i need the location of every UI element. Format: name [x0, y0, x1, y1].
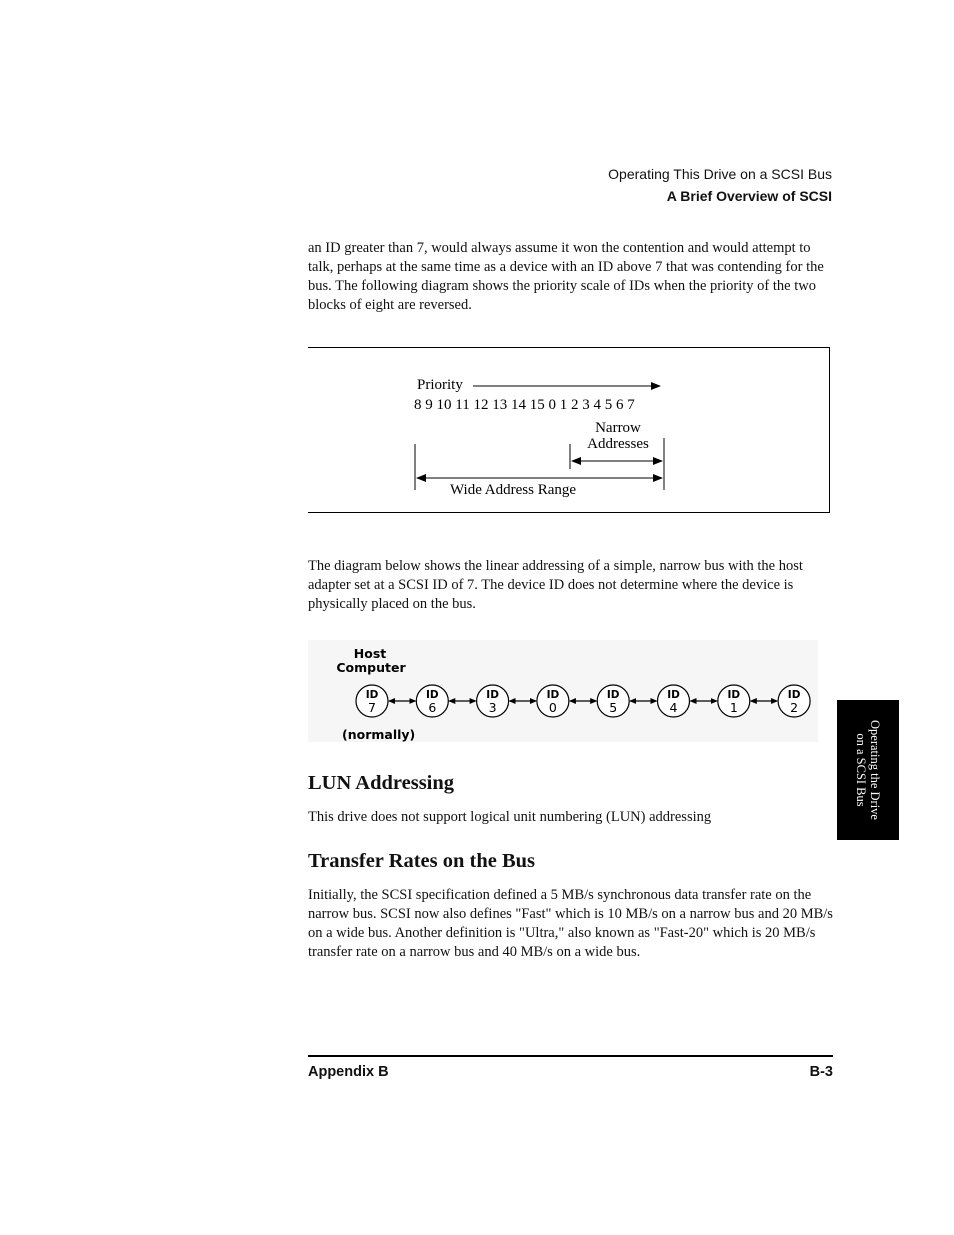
bus-diagram	[308, 640, 818, 742]
lun-heading: LUN Addressing	[308, 772, 455, 794]
transfer-heading: Transfer Rates on the Bus	[308, 850, 536, 872]
bus-device-id-number: 3	[488, 700, 497, 715]
bus-device-id-prefix: ID	[787, 689, 801, 701]
priority-label: Priority	[417, 377, 463, 393]
narrow-label-line1: Narrow	[595, 420, 641, 436]
bus-device-id-prefix: ID	[606, 689, 620, 701]
lun-paragraph: This drive does not support logical unit numbering (LUN) addressing	[308, 809, 712, 825]
bus-diagram-graphic	[308, 640, 818, 742]
bus-device-id-number: 2	[790, 700, 799, 715]
footer-rule	[308, 1055, 833, 1057]
bus-device-id-number: 0	[548, 700, 557, 715]
running-header-section: A Brief Overview of SCSI	[666, 188, 832, 204]
host-note: (normally)	[342, 727, 416, 742]
intro-paragraph: an ID greater than 7, would always assume it won the contention and would attempt to talk, perhaps at the same time as a device with an ID above 7 that was contending for the bus. The following diagram shows the priority scale of IDs when the priority of the two blocks of eight are reversed.	[308, 240, 824, 313]
priority-sequence: 8 9 10 11 12 13 14 15 0 1 2 3 4 5 6 7	[414, 397, 635, 413]
running-header-chapter: Operating This Drive on a SCSI Bus	[608, 166, 832, 182]
bus-device-id-number: 1	[729, 700, 738, 715]
side-tab-label	[854, 700, 882, 840]
bus-device-id-prefix: ID	[486, 689, 499, 701]
bus-device-id-number: 5	[609, 700, 618, 715]
bus-device-id-number: 4	[669, 700, 678, 715]
transfer-paragraph: Initially, the SCSI specification defined a 5 MB/s synchronous data transfer rate on the narrow bus. SCSI now also defines "Fast" which is 10 MB/s on a narrow bus and 20 MB/s on a wide bus. Another definition is "Ultra," also known as "Fast-20" which is 20 MB/s transfer rate on a narrow bus and 40 MB/s on a wide bus.	[308, 887, 833, 960]
narrow-label-line2: Addresses	[587, 436, 649, 452]
side-tab-line1: Operating the Drive	[868, 720, 882, 820]
priority-diagram	[308, 347, 830, 513]
host-label-line1: Host	[353, 646, 387, 661]
footer-appendix: Appendix B	[308, 1064, 389, 1080]
bus-device-id-prefix: ID	[425, 689, 439, 701]
bus-device-id-number: 7	[368, 700, 376, 715]
bus-paragraph: The diagram below shows the linear addressing of a simple, narrow bus with the host adapter set at a SCSI ID of 7. The device ID does not determine where the device is physically placed on the bus.	[308, 558, 803, 612]
host-label-line2: Computer	[336, 660, 406, 675]
footer-page-number: B-3	[809, 1064, 833, 1080]
bus-device-id-prefix: ID	[365, 689, 379, 701]
bus-device-id-prefix: ID	[727, 689, 741, 701]
bus-device-id-prefix: ID	[667, 689, 680, 701]
wide-label: Wide Address Range	[450, 482, 577, 498]
side-tab-line2: on a SCSI Bus	[854, 733, 868, 807]
bus-device-id-prefix: ID	[546, 689, 560, 701]
bus-device-id-number: 6	[428, 700, 437, 715]
priority-diagram-graphic	[308, 348, 830, 514]
